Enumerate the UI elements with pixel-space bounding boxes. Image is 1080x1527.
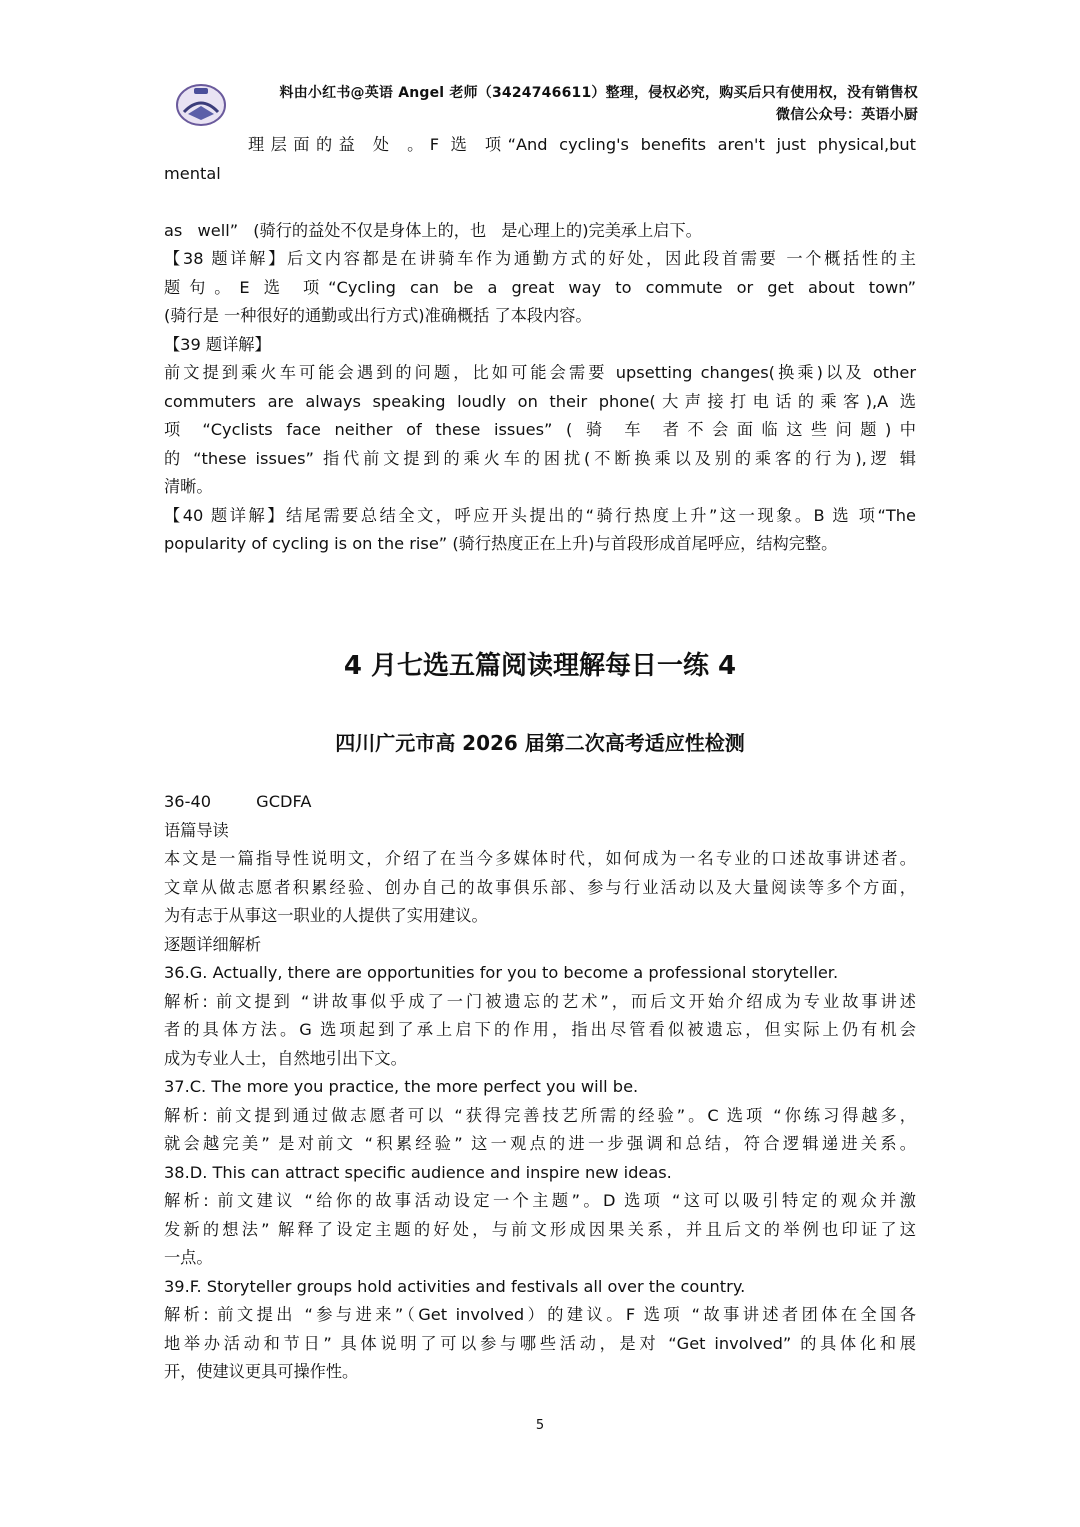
text-line: 清晰。	[164, 477, 213, 496]
text-line: 解析: 前文建议 “给你的故事活动设定一个主题”。D 选项 “这可以吸引特定的观众并激	[164, 1191, 916, 1210]
subheading: 逐题详细解析	[164, 934, 262, 954]
text-line: 【38 题详解】后文内容都是在讲骑车作为通勤方式的好处，因此段首需要 一个概括性的主	[164, 249, 916, 268]
subheading: 语篇导读	[164, 820, 229, 840]
text-line: 本文是一篇指导性说明文，介绍了在当今多媒体时代，如何成为一名专业的口述故事讲述者。	[164, 849, 916, 868]
text-line: 前文提到乘火车可能会遇到的问题，比如可能会需要 upsetting changes(换乘)以及 other	[164, 363, 916, 382]
text-line: 开，使建议更具可操作性。	[164, 1362, 359, 1381]
text-line: 项 “Cyclists face neither of these issues” ( 骑 车 者不会面临这些问题)中	[164, 420, 916, 439]
answer-key: 36-40 GCDFA	[164, 792, 312, 811]
text-line: 者的具体方法。G 选项起到了承上启下的作用，指出尽管看似被遗忘，但实际上仍有机会	[164, 1020, 916, 1039]
lower-explanation	[164, 788, 916, 1387]
text-line: 一点。	[164, 1248, 213, 1267]
logo	[172, 80, 230, 130]
header-wechat: 微信公众号：英语小厨	[776, 107, 918, 123]
answer-line: 37.C. The more you practice, the more perfect you will be.	[164, 1077, 639, 1096]
text-line: 解析: 前文提到通过做志愿者可以 “获得完善技艺所需的经验”。C 选项 “你练习得越多，	[164, 1105, 916, 1125]
answer-line: 38.D. This can attract specific audience and inspire new ideas.	[164, 1162, 672, 1182]
text-line: popularity of cycling is on the rise” (骑行热度正在上升)与首段形成首尾呼应，结构完整。	[164, 534, 838, 553]
answer-line: 36.G. Actually, there are opportunities for you to become a professional storyteller.	[164, 963, 839, 982]
text-line: 【40 题详解】结尾需要总结全文，呼应开头提出的“骑行热度上升”这一现象。B 选 项“The	[164, 505, 916, 525]
header-copyright: 料由小红书@英语 Angel 老师（3424746611）整理，侵权必究，购买后只有使用权，没有销售权	[279, 85, 918, 101]
text-line: 解析: 前文提出 “参与进来”（Get involved）的建议。F 选项 “故事讲述者团体在全国各	[164, 1305, 916, 1324]
text-line: 为有志于从事这一职业的人提供了实用建议。	[164, 906, 488, 925]
text-line: 发新的想法” 解释了设定主题的好处，与前文形成因果关系，并且后文的举例也印证了这	[164, 1219, 916, 1239]
upper-explanation	[164, 131, 916, 559]
section-subtitle: 四川广元市高 2026 届第二次高考适应性检测	[335, 731, 745, 755]
text-line: 解析: 前文提到 “讲故事似乎成了一门被遗忘的艺术”，而后文开始介绍成为专业故事讲述	[164, 991, 916, 1011]
answer-line: 39.F. Storyteller groups hold activities and festivals all over the country.	[164, 1276, 746, 1296]
text-line: 【39 题详解】	[164, 334, 271, 354]
text-line: commuters are always speaking loudly on their phone(大声接打电话的乘客),A 选	[164, 391, 916, 411]
text-line: 就会越完美” 是对前文 “积累经验” 这一观点的进一步强调和总结，符合逻辑递进关系。	[164, 1134, 916, 1153]
text-line: 的 “these issues” 指代前文提到的乘火车的困扰(不断换乘以及别的乘客的行为),逻 辑	[164, 448, 916, 468]
page-number: 5	[535, 1418, 545, 1433]
text-line: 文章从做志愿者积累经验、创办自己的故事俱乐部、参与行业活动以及大量阅读等多个方面，	[164, 877, 916, 897]
text-line: as well” (骑行的益处不仅是身体上的，也 是心理上的)完美承上启下。	[164, 220, 702, 240]
text-line: 地举办活动和节日” 具体说明了可以参与哪些活动，是对 “Get involved” 的具体化和展	[164, 1333, 916, 1353]
section-title: 4 月七选五篇阅读理解每日一练 4	[343, 651, 737, 681]
text-line: 题句。E 选 项“Cycling can be a great way to commute or get about town”	[164, 277, 916, 297]
text-line: 成为专业人士，自然地引出下文。	[164, 1048, 407, 1068]
text-line: mental	[164, 163, 221, 183]
text-line: (骑行是 一种很好的通勤或出行方式)准确概括 了本段内容。	[164, 306, 592, 325]
text-line: 理层面的益 处 。F 选 项“And cycling's benefits aren't just physical,but	[248, 135, 916, 154]
